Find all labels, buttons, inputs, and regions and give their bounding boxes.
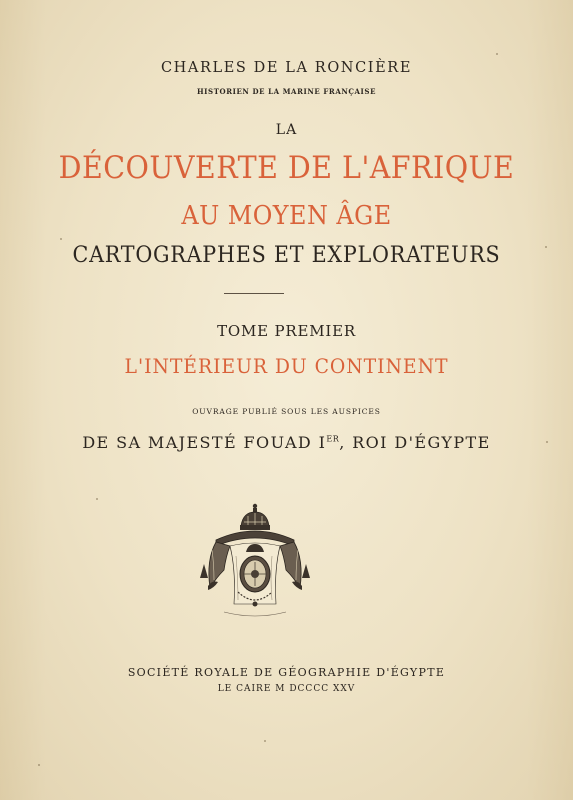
paper-speck <box>264 740 266 742</box>
volume-title: L'INTÉRIEUR DU CONTINENT <box>124 354 449 378</box>
publisher: SOCIÉTÉ ROYALE DE GÉOGRAPHIE D'ÉGYPTE <box>127 666 446 679</box>
paper-speck <box>38 764 40 766</box>
paper-speck <box>60 238 62 240</box>
title-line-2: AU MOYEN ÂGE <box>181 201 392 231</box>
paper-speck <box>545 246 547 248</box>
patronage-intro: OUVRAGE PUBLIÉ SOUS LES AUSPICES <box>192 407 381 416</box>
royal-coat-of-arms-icon <box>196 500 314 620</box>
paper-speck <box>546 441 548 443</box>
author-name: CHARLES DE LA RONCIÈRE <box>160 60 412 76</box>
dedicatee-ordinal: ER <box>326 434 340 444</box>
title-line-1: DÉCOUVERTE DE L'AFRIQUE <box>58 150 515 186</box>
author-role: HISTORIEN DE LA MARINE FRANÇAISE <box>196 87 377 96</box>
paper-speck <box>96 498 98 500</box>
volume-number: TOME PREMIER <box>217 322 356 340</box>
dedicatee <box>0 433 573 452</box>
dedicatee-tail: , ROI D'ÉGYPTE <box>339 433 491 452</box>
subtitle: CARTOGRAPHES ET EXPLORATEURS <box>72 243 501 268</box>
place-and-date: LE CAIRE M DCCCC XXV <box>217 684 356 694</box>
divider-rule <box>224 293 284 294</box>
dedicatee-main: DE SA MAJESTÉ FOUAD I <box>82 433 327 452</box>
paper-speck <box>496 53 498 55</box>
title-article: LA <box>275 122 298 138</box>
